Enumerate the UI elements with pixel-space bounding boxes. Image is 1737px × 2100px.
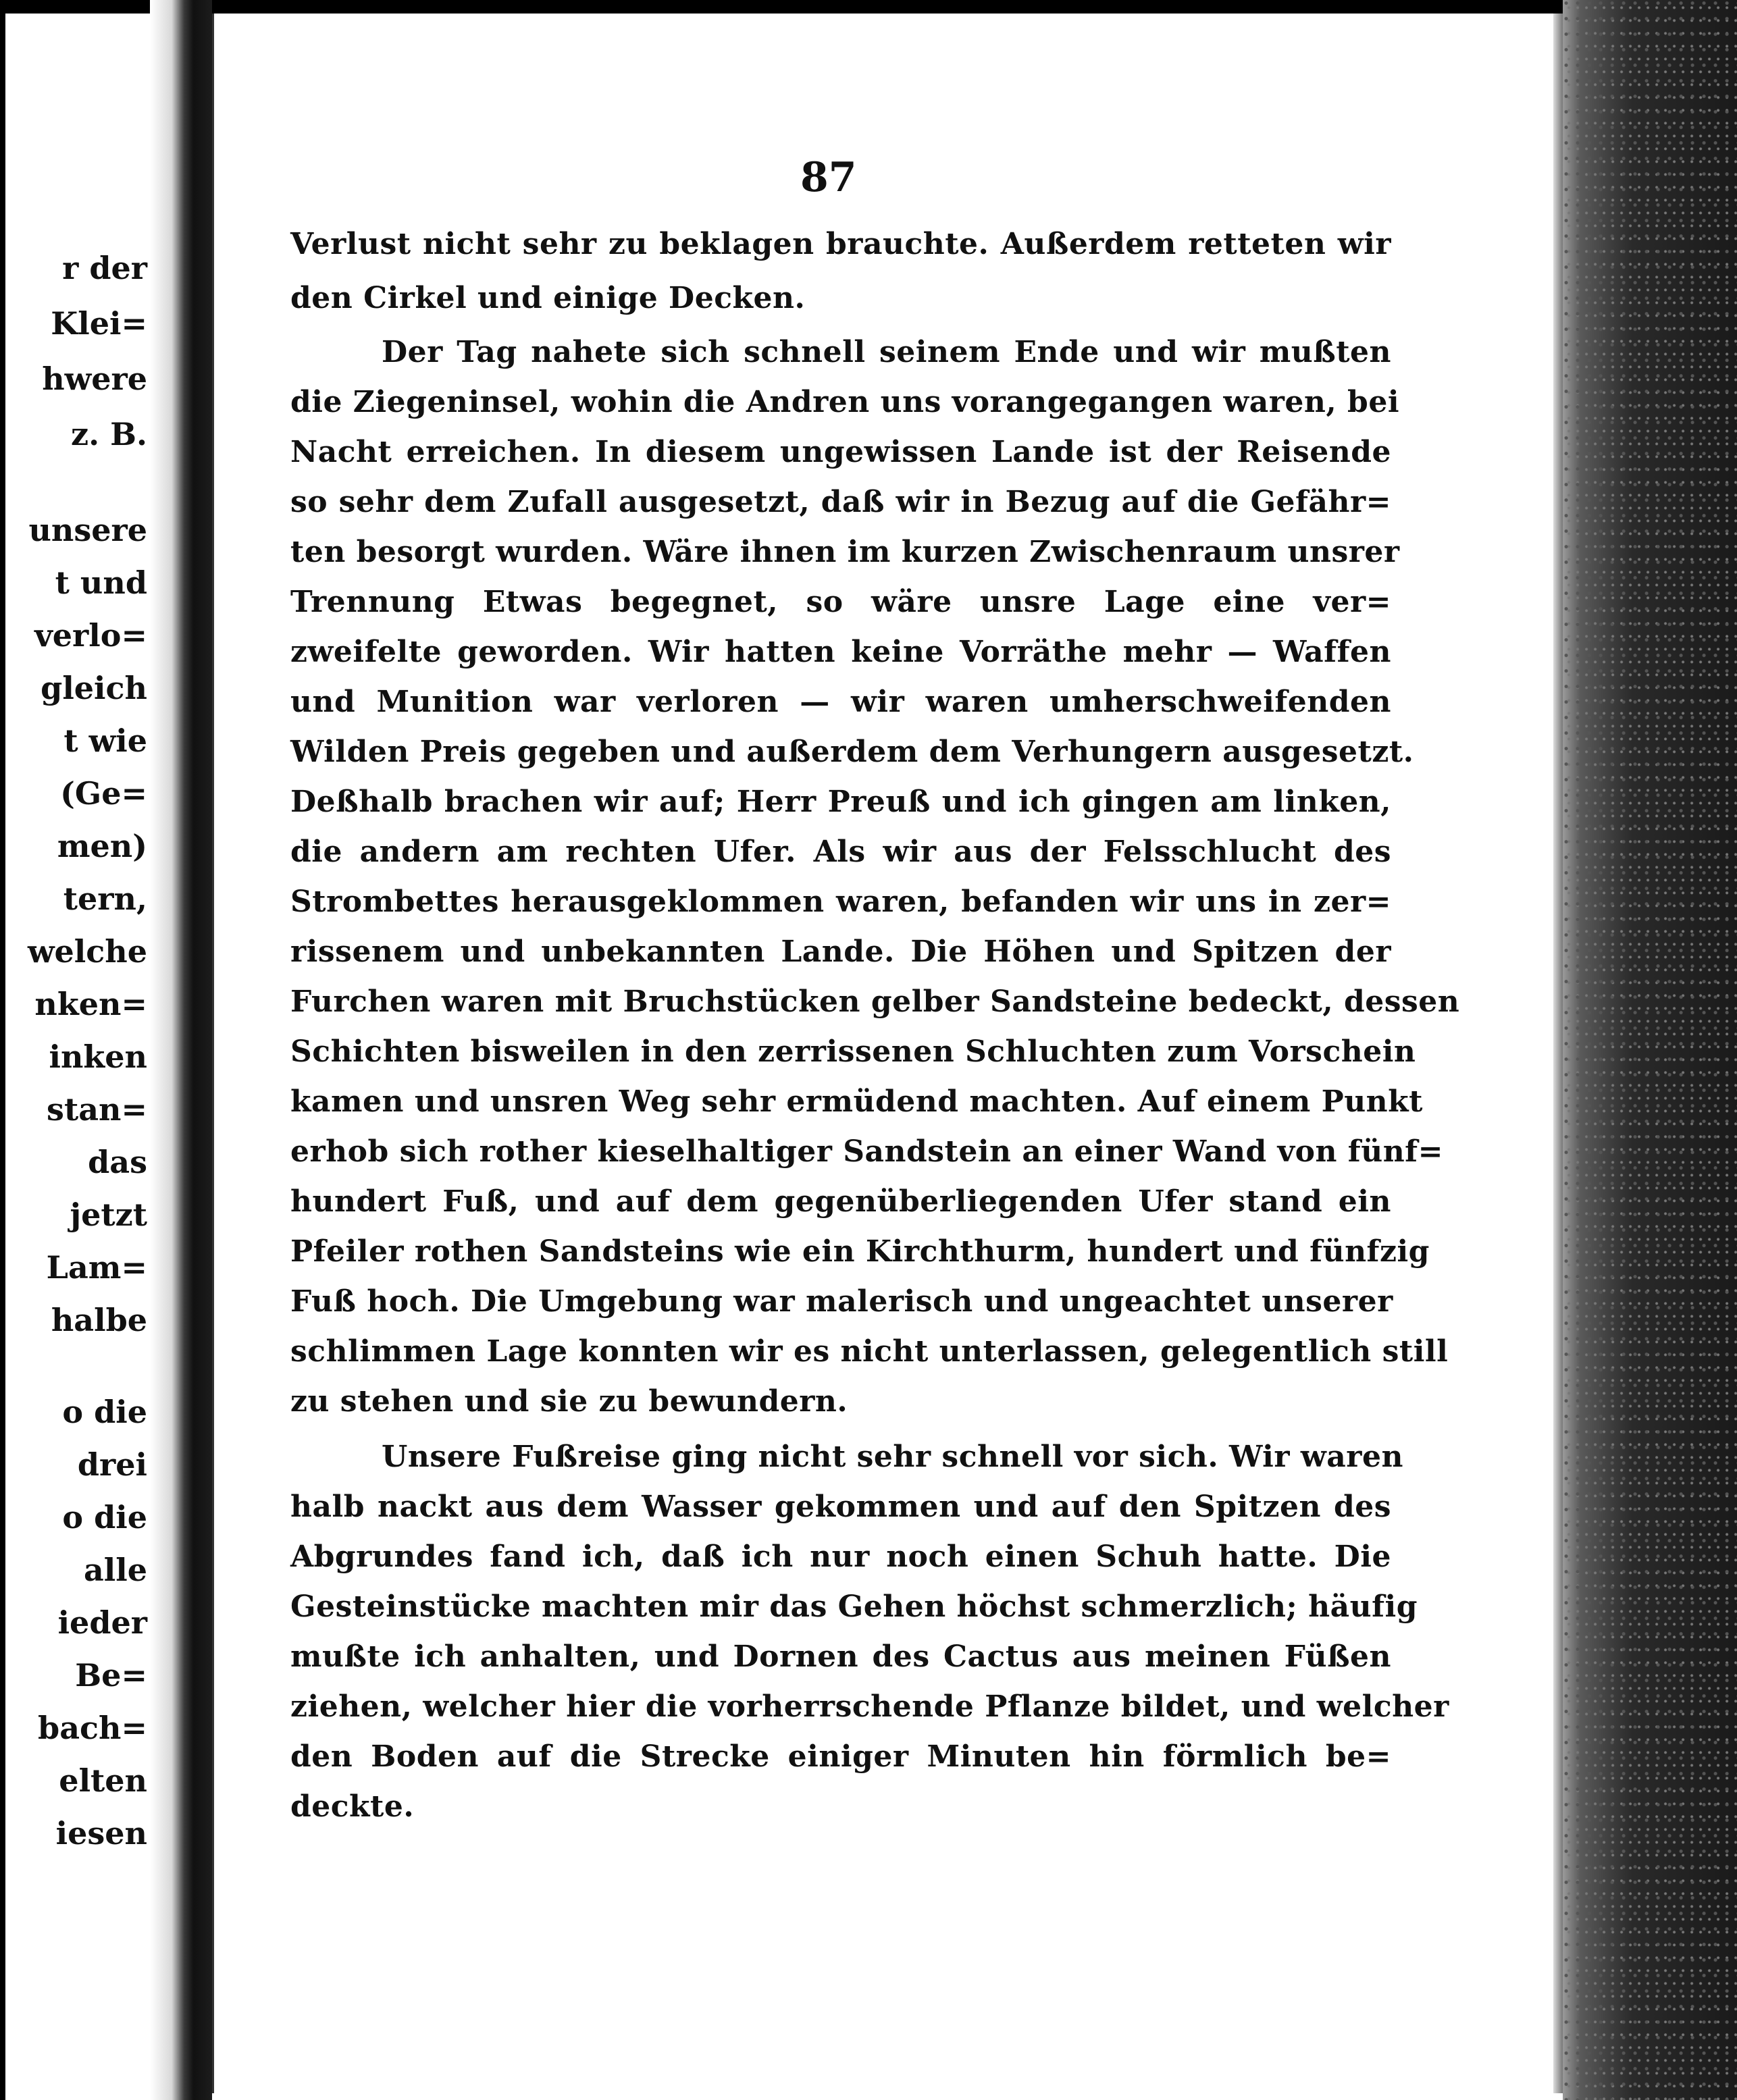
text-line: ziehen, welcher hier die vorherrschende Pflanze bildet, und welcher: [290, 1689, 1449, 1724]
text-line: die Ziegeninsel, wohin die Andren uns vorangegangen waren, bei: [290, 385, 1400, 419]
left-fragment: welche: [27, 933, 147, 970]
scan-border-left: [0, 0, 5, 2100]
text-line: und Munition war verloren — wir waren umherschweifenden: [290, 685, 1391, 719]
left-fragment: hwere: [42, 361, 147, 397]
left-fragment: verlo=: [34, 617, 147, 654]
left-fragment: (Ge=: [60, 775, 147, 812]
text-line: zweifelte geworden. Wir hatten keine Vorräthe mehr — Waffen: [290, 635, 1391, 669]
left-fragment: Be=: [75, 1657, 147, 1694]
book-page-stack-edge: [1563, 0, 1737, 2100]
left-fragment: t und: [55, 565, 147, 601]
text-line: Gesteinstücke machten mir das Gehen höchst schmerzlich; häufig: [290, 1590, 1418, 1624]
left-fragment: unsere: [28, 512, 147, 548]
book-gutter: [150, 0, 212, 2100]
text-line: hundert Fuß, und auf dem gegenüberliegenden Ufer stand ein: [290, 1184, 1391, 1219]
text-line: mußte ich anhalten, und Dornen des Cactus aus meinen Füßen: [290, 1639, 1391, 1674]
text-line: Schichten bisweilen in den zerrissenen Schluchten zum Vorschein: [290, 1034, 1416, 1069]
text-line: erhob sich rother kieselhaltiger Sandstein an einer Wand von fünf=: [290, 1134, 1443, 1169]
left-fragment: z. B.: [70, 416, 147, 452]
left-fragment: alle: [83, 1552, 147, 1588]
left-fragment: tern,: [63, 881, 147, 917]
text-line: den Cirkel und einige Decken.: [290, 281, 806, 315]
text-line: Verlust nicht sehr zu beklagen brauchte. Außerdem retteten wir: [290, 227, 1391, 261]
text-line: so sehr dem Zufall ausgesetzt, daß wir in Bezug auf die Gefähr=: [290, 485, 1391, 519]
text-line: ten besorgt wurden. Wäre ihnen im kurzen Zwischenraum unsrer: [290, 535, 1400, 569]
left-fragment: das: [88, 1144, 147, 1180]
left-fragment: drei: [77, 1446, 147, 1483]
left-fragment: bach=: [38, 1710, 147, 1746]
text-line: Unsere Fußreise ging nicht sehr schnell vor sich. Wir waren: [382, 1440, 1403, 1474]
text-line: den Boden auf die Strecke einiger Minuten hin förmlich be=: [290, 1739, 1391, 1774]
text-line: Nacht erreichen. In diesem ungewissen Lande ist der Reisende: [290, 435, 1391, 469]
left-fragment: Klei=: [51, 305, 147, 342]
page-edge-shadow: [1553, 14, 1563, 2093]
left-fragment: iesen: [55, 1815, 147, 1852]
text-line: deckte.: [290, 1789, 415, 1824]
left-fragment: o die: [62, 1499, 147, 1535]
text-line: Wilden Preis gegeben und außerdem dem Verhungern ausgesetzt.: [290, 735, 1414, 769]
left-fragment: o die: [62, 1394, 147, 1430]
text-line: Trennung Etwas begegnet, so wäre unsre Lage eine ver=: [290, 585, 1391, 619]
left-fragment: halbe: [51, 1302, 147, 1338]
page-number: 87: [800, 154, 857, 201]
text-line: Fuß hoch. Die Umgebung war malerisch und ungeachtet unserer: [290, 1284, 1393, 1319]
text-line: die andern am rechten Ufer. Als wir aus der Felsschlucht des: [290, 835, 1391, 869]
left-fragment: t wie: [63, 723, 147, 759]
text-line: Strombettes herausgeklommen waren, befanden wir uns in zer=: [290, 885, 1391, 919]
left-fragment: r der: [62, 250, 147, 286]
text-line: Abgrundes fand ich, daß ich nur noch einen Schuh hatte. Die: [290, 1540, 1391, 1574]
text-line: kamen und unsren Weg sehr ermüdend machten. Auf einem Punkt: [290, 1084, 1423, 1119]
text-line: Pfeiler rothen Sandsteins wie ein Kirchthurm, hundert und fünfzig: [290, 1234, 1430, 1269]
previous-page-fragment: [5, 14, 150, 2100]
scan-border-top: [0, 0, 1737, 14]
left-fragment: men): [57, 828, 147, 864]
left-fragment: nken=: [34, 986, 147, 1022]
text-line: rissenem und unbekannten Lande. Die Höhen und Spitzen der: [290, 935, 1391, 969]
text-line: Furchen waren mit Bruchstücken gelber Sandsteine bedeckt, dessen: [290, 985, 1460, 1019]
left-fragment: inken: [49, 1039, 147, 1075]
left-fragment: gleich: [41, 670, 147, 706]
left-fragment: ieder: [57, 1604, 147, 1641]
text-line: schlimmen Lage konnten wir es nicht unterlassen, gelegentlich still: [290, 1334, 1449, 1369]
text-line: zu stehen und sie zu bewundern.: [290, 1384, 848, 1419]
text-line: halb nackt aus dem Wasser gekommen und auf den Spitzen des: [290, 1490, 1391, 1524]
left-fragment: elten: [59, 1762, 147, 1799]
text-line: Deßhalb brachen wir auf; Herr Preuß und ich gingen am linken,: [290, 785, 1391, 819]
text-line: Der Tag nahete sich schnell seinem Ende und wir mußten: [382, 335, 1391, 369]
left-fragment: jetzt: [70, 1197, 147, 1233]
left-fragment: stan=: [47, 1091, 147, 1128]
left-fragment: Lam=: [46, 1249, 147, 1286]
